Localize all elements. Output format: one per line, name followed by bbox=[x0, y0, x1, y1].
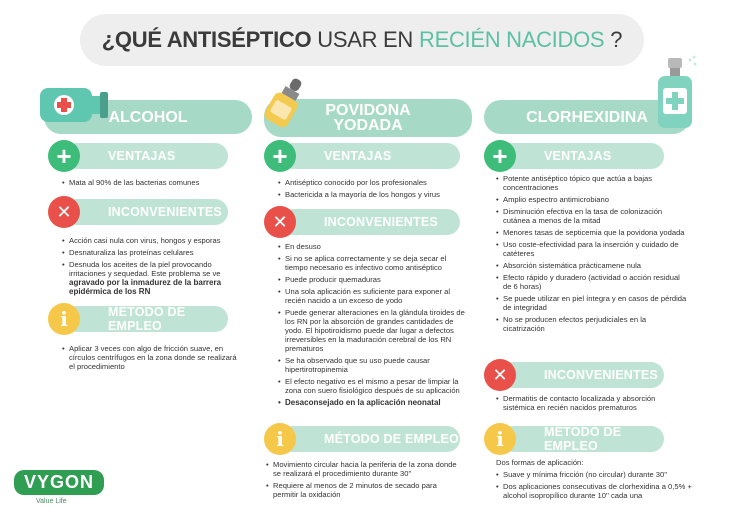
page-title: ¿QUÉ ANTISÉPTICO USAR EN RECIÉN NACIDOS ? bbox=[80, 14, 644, 66]
spray-bottle-icon bbox=[650, 54, 702, 132]
list-item: • En desuso bbox=[278, 242, 466, 251]
list-item: • Desaconsejado en la aplicación neonatal bbox=[278, 398, 466, 407]
list-item: • Una sola aplicación es suficiente para exponer al recién nacido a un exceso de yodo bbox=[278, 287, 466, 305]
list-item: • Acción casi nula con virus, hongos y esporas bbox=[62, 236, 240, 245]
clorhexidina-metodo-intro: Dos formas de aplicación: bbox=[496, 458, 584, 467]
clorhexidina-header: CLORHEXIDINA bbox=[484, 100, 690, 134]
alcohol-ventajas-list bbox=[62, 178, 247, 190]
list-item: • Dos aplicaciones consecutivas de clorhexidina a 0,5% + alcohol isopropílico durante 10'' cada una bbox=[496, 482, 696, 500]
cross-icon: ✕ bbox=[48, 196, 80, 228]
list-item: • Antiséptico conocido por los profesionales bbox=[278, 178, 468, 187]
alcohol-metodo-pill: MÉTODO DE EMPLEO bbox=[64, 306, 228, 332]
clorhexidina-metodo-list bbox=[496, 470, 696, 503]
list-item: • Aplicar 3 veces con algo de fricción suave, en círculos centrífugos en la zona donde se realizará el procedimiento bbox=[62, 344, 242, 371]
list-item: • Mata al 90% de las bacterias comunes bbox=[62, 178, 247, 187]
cross-icon: ✕ bbox=[484, 359, 516, 391]
alcohol-ventajas-pill: VENTAJAS bbox=[64, 143, 228, 169]
list-item: • Menores tasas de septicemia que la povidona yodada bbox=[496, 228, 688, 237]
list-item: • Suave y mínima fricción (no circular) durante 30'' bbox=[496, 470, 696, 479]
list-item: • Amplio espectro antimicrobiano bbox=[496, 195, 688, 204]
list-item: • Bactericida a la mayoría de los hongos y virus bbox=[278, 190, 468, 199]
clorhexidina-ventajas-list bbox=[496, 174, 688, 336]
list-item: • Movimiento circular hacia la periferia de la zona donde se realizará el procedimiento durante 30'' bbox=[266, 460, 464, 478]
list-item: • Puede producir quemaduras bbox=[278, 275, 466, 284]
list-item: • Disminución efectiva en la tasa de colonización cutánea a menos de la mitad bbox=[496, 207, 688, 225]
info-icon: i bbox=[48, 303, 80, 335]
list-item: • Dermatitis de contacto localizada y absorción sistémica en recién nacidos prematuros bbox=[496, 394, 688, 412]
alcohol-inconvenientes-list bbox=[62, 236, 240, 299]
list-item: • Requiere al menos de 2 minutos de secado para permitir la oxidación bbox=[266, 481, 464, 499]
list-item: • No se producen efectos perjudiciales en la cicatrización bbox=[496, 315, 688, 333]
plus-icon: + bbox=[484, 140, 516, 172]
list-item: • Uso coste-efectividad para la inserción y cuidado de catéteres bbox=[496, 240, 688, 258]
povidona-header: POVIDONA YODADA bbox=[264, 99, 472, 137]
alcohol-bottle-icon bbox=[38, 80, 110, 126]
list-item: • El efecto negativo es el mismo a pesar de limpiar la zona con suero fisiológico después de su aplicación bbox=[278, 377, 466, 395]
plus-icon: + bbox=[48, 140, 80, 172]
list-item: • Se ha observado que su uso puede causar hipertirotropinemia bbox=[278, 356, 466, 374]
povidona-metodo-pill: MÉTODO DE EMPLEO bbox=[280, 426, 460, 452]
list-item: • Desnuda los aceites de la piel provocando irritaciones y sequedad. Este problema se ve agravado por la inmadurez de la barrera epidérmica de los RN bbox=[62, 260, 240, 296]
alcohol-inconvenientes-pill: INCONVENIENTES bbox=[64, 199, 228, 225]
povidona-ventajas-pill: VENTAJAS bbox=[280, 143, 460, 169]
list-item: • Se puede utilizar en piel íntegra y en casos de pérdida de integridad bbox=[496, 294, 688, 312]
povidona-ventajas-list bbox=[278, 178, 468, 202]
list-item: • Efecto rápido y duradero (actividad o acción residual de 6 horas) bbox=[496, 273, 688, 291]
vygon-logo: VYGON Value Life bbox=[14, 470, 104, 505]
list-item: • Puede generar alteraciones en la glándula tiroides de los RN por la absorción de grandes cantidades de yodo. El hipotiroidismo puede dar lugar a defectos irreversibles en la maduración cerebral de los RN prematuros bbox=[278, 308, 466, 353]
clorhexidina-ventajas-pill: VENTAJAS bbox=[500, 143, 664, 169]
list-item: • Potente antiséptico tópico que actúa a bajas concentraciones bbox=[496, 174, 688, 192]
povidona-inconvenientes-pill: INCONVENIENTES bbox=[280, 209, 460, 235]
povidona-metodo-list bbox=[266, 460, 464, 502]
plus-icon: + bbox=[264, 140, 296, 172]
clorhexidina-metodo-pill: MÉTODO DE EMPLEO bbox=[500, 426, 664, 452]
povidona-inconvenientes-list bbox=[278, 242, 466, 410]
dropper-bottle-icon bbox=[258, 74, 312, 132]
list-item: • Absorción sistemática prácticamene nula bbox=[496, 261, 688, 270]
info-icon: i bbox=[484, 423, 516, 455]
list-item: • Si no se aplica correctamente y se deja secar el tiempo necesario es infectivo como antiséptico bbox=[278, 254, 466, 272]
clorhexidina-inconvenientes-list bbox=[496, 394, 688, 415]
info-icon: i bbox=[264, 423, 296, 455]
alcohol-header: ALCOHOL bbox=[44, 100, 252, 134]
alcohol-metodo-list bbox=[62, 344, 242, 374]
cross-icon: ✕ bbox=[264, 206, 296, 238]
clorhexidina-inconvenientes-pill: INCONVENIENTES bbox=[500, 362, 664, 388]
list-item: • Desnaturaliza las proteínas celulares bbox=[62, 248, 240, 257]
